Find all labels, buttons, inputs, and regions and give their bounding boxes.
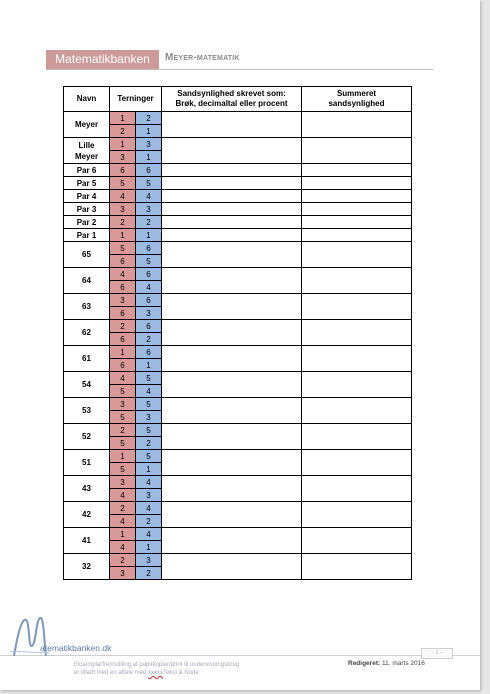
die-2-value: 6 (136, 294, 162, 307)
cumulative-probability-cell[interactable] (302, 372, 412, 398)
cumulative-probability-cell[interactable] (302, 112, 412, 138)
die-1-value: 3 (110, 151, 136, 164)
die-2-value: 3 (136, 489, 162, 502)
probability-input-cell[interactable] (162, 138, 302, 164)
probability-input-cell[interactable] (162, 320, 302, 346)
table-row (64, 229, 412, 242)
row-name (64, 268, 110, 294)
cumulative-probability-cell[interactable] (302, 177, 412, 190)
logo-text: atematikbanken.dk (40, 643, 112, 653)
cumulative-probability-cell[interactable] (302, 164, 412, 177)
probability-input-cell[interactable] (162, 242, 302, 268)
table-body (64, 112, 412, 580)
page-title: Meyer-matematik (165, 52, 240, 63)
die-2-value: 3 (136, 138, 162, 151)
probability-input-cell[interactable] (162, 216, 302, 229)
die-2-value: 2 (136, 216, 162, 229)
page-number: - 1 - (421, 648, 453, 659)
die-1-value: 5 (110, 437, 136, 450)
cumulative-probability-cell[interactable] (302, 229, 412, 242)
die-2-value: 4 (136, 502, 162, 515)
die-2-value: 3 (136, 203, 162, 216)
die-2-value: 5 (136, 424, 162, 437)
row-name (64, 164, 110, 177)
die-1-value: 2 (110, 554, 136, 567)
cumulative-probability-cell[interactable] (302, 398, 412, 424)
die-2-value: 1 (136, 359, 162, 372)
die-1-value: 4 (110, 190, 136, 203)
table-row (64, 203, 412, 216)
table-row (64, 450, 412, 463)
row-name-line: 41 (82, 536, 91, 545)
cumulative-probability-cell[interactable] (302, 320, 412, 346)
row-name-line: Par 5 (76, 178, 97, 188)
die-2-value: 2 (136, 333, 162, 346)
die-2-value: 6 (136, 346, 162, 359)
die-1-value: 6 (110, 359, 136, 372)
row-name (64, 229, 110, 242)
die-1-value: 4 (110, 489, 136, 502)
die-1-value: 2 (110, 424, 136, 437)
cumulative-probability-cell[interactable] (302, 138, 412, 164)
header-sand-line2: Brøk, decimaltal eller procent (175, 99, 288, 108)
probability-input-cell[interactable] (162, 476, 302, 502)
row-name-line: 62 (82, 328, 91, 337)
header-sandsynlighed (162, 87, 302, 112)
header-terninger: Terninger (110, 87, 162, 112)
row-name-line: 32 (82, 562, 91, 571)
probability-input-cell[interactable] (162, 502, 302, 528)
probability-input-cell[interactable] (162, 177, 302, 190)
header-sum-line1: Summeret (336, 89, 377, 98)
table-row (64, 294, 412, 307)
die-1-value: 4 (110, 268, 136, 281)
row-name-line: 51 (82, 458, 91, 467)
table-row (64, 268, 412, 281)
row-name-line: 43 (82, 484, 91, 493)
header-summeret (302, 87, 412, 112)
die-1-value: 1 (110, 528, 136, 541)
die-2-value: 2 (136, 567, 162, 580)
note-line1: Eksemplarfremstilling af papirkopier/print til undervisningsbrug (74, 662, 240, 668)
die-1-value: 5 (110, 411, 136, 424)
die-1-value: 1 (110, 346, 136, 359)
table-row (64, 164, 412, 177)
cumulative-probability-cell[interactable] (302, 203, 412, 216)
brand-label: Matematikbanken (46, 50, 159, 69)
die-1-value: 3 (110, 567, 136, 580)
row-name-line: 53 (82, 406, 91, 415)
copyright-note (74, 661, 239, 677)
die-2-value: 6 (136, 268, 162, 281)
row-name (64, 372, 110, 398)
die-1-value: 2 (110, 320, 136, 333)
die-2-value: 6 (136, 320, 162, 333)
die-1-value: 2 (110, 216, 136, 229)
die-2-value: 5 (136, 398, 162, 411)
die-2-value: 5 (136, 177, 162, 190)
table-row (64, 216, 412, 229)
die-2-value: 5 (136, 450, 162, 463)
header-navn: Navn (64, 87, 110, 112)
probability-table (63, 86, 412, 580)
row-name (64, 177, 110, 190)
table-row (64, 138, 412, 151)
probability-input-cell[interactable] (162, 190, 302, 203)
row-name-line: Meyer (74, 120, 99, 129)
probability-input-cell[interactable] (162, 164, 302, 177)
footer-divider (0, 655, 480, 656)
row-name (64, 398, 110, 424)
die-2-value: 5 (136, 255, 162, 268)
table-row (64, 528, 412, 541)
row-name-line: Par 6 (76, 165, 97, 175)
die-1-value: 3 (110, 476, 136, 489)
die-2-value: 4 (136, 385, 162, 398)
die-1-value: 3 (110, 203, 136, 216)
die-1-value: 4 (110, 541, 136, 554)
table-row (64, 346, 412, 359)
cumulative-probability-cell[interactable] (302, 528, 412, 554)
die-2-value: 1 (136, 541, 162, 554)
cumulative-probability-cell[interactable] (302, 294, 412, 320)
header-sand-line1: Sandsynlighed skrevet som: (177, 89, 286, 98)
die-1-value: 6 (110, 333, 136, 346)
row-name-line: 64 (82, 276, 91, 285)
cumulative-probability-cell[interactable] (302, 450, 412, 476)
row-name (64, 138, 110, 164)
cumulative-probability-cell[interactable] (302, 424, 412, 450)
edited-value: 11. marts 2016 (380, 660, 425, 667)
row-name-line: Par 2 (76, 217, 97, 227)
die-2-value: 4 (136, 528, 162, 541)
table-row (64, 476, 412, 489)
die-1-value: 5 (110, 463, 136, 476)
row-name (64, 320, 110, 346)
row-name-line: 54 (82, 380, 91, 389)
row-name-line: 61 (82, 354, 91, 363)
row-name (64, 502, 110, 528)
die-2-value: 1 (136, 229, 162, 242)
row-name (64, 528, 110, 554)
probability-input-cell[interactable] (162, 398, 302, 424)
table-row (64, 372, 412, 385)
probability-input-cell[interactable] (162, 229, 302, 242)
die-1-value: 3 (110, 294, 136, 307)
die-2-value: 5 (136, 372, 162, 385)
cumulative-probability-cell[interactable] (302, 476, 412, 502)
table-row (64, 242, 412, 255)
row-name (64, 203, 110, 216)
row-name-line: Lille (78, 140, 95, 150)
die-2-value: 3 (136, 554, 162, 567)
table-row (64, 424, 412, 437)
row-name (64, 554, 110, 580)
note-post: Tekst & Node (163, 670, 199, 676)
probability-input-cell[interactable] (162, 450, 302, 476)
cumulative-probability-cell[interactable] (302, 190, 412, 203)
probability-input-cell[interactable] (162, 268, 302, 294)
row-name-line: Par 1 (76, 230, 97, 240)
probability-input-cell[interactable] (162, 294, 302, 320)
row-name (64, 242, 110, 268)
cumulative-probability-cell[interactable] (302, 346, 412, 372)
matematikbanken-logo-icon (10, 612, 50, 662)
die-2-value: 1 (136, 125, 162, 138)
die-1-value: 4 (110, 515, 136, 528)
row-name-line: 63 (82, 302, 91, 311)
row-name-line: 42 (82, 510, 91, 519)
row-name-line: Meyer (74, 151, 99, 161)
die-2-value: 2 (136, 437, 162, 450)
header-divider (46, 69, 433, 70)
die-1-value: 6 (110, 164, 136, 177)
die-2-value: 1 (136, 151, 162, 164)
table-row (64, 502, 412, 515)
die-1-value: 2 (110, 502, 136, 515)
table-row (64, 177, 412, 190)
row-name-line: 65 (82, 250, 91, 259)
row-name (64, 216, 110, 229)
die-2-value: 6 (136, 242, 162, 255)
table-header-row (64, 87, 412, 112)
die-2-value: 2 (136, 112, 162, 125)
die-1-value: 3 (110, 398, 136, 411)
die-2-value: 1 (136, 463, 162, 476)
table-row (64, 112, 412, 125)
die-1-value: 6 (110, 281, 136, 294)
probability-input-cell[interactable] (162, 203, 302, 216)
die-2-value: 4 (136, 190, 162, 203)
row-name (64, 346, 110, 372)
probability-input-cell[interactable] (162, 528, 302, 554)
die-1-value: 6 (110, 307, 136, 320)
die-1-value: 1 (110, 229, 136, 242)
die-1-value: 2 (110, 125, 136, 138)
table-row (64, 398, 412, 411)
edited-label: Redigeret: (348, 660, 381, 667)
die-1-value: 1 (110, 138, 136, 151)
row-name-line: 52 (82, 432, 91, 441)
note-wavy: xxxxx (148, 670, 164, 676)
probability-input-cell[interactable] (162, 372, 302, 398)
die-1-value: 4 (110, 372, 136, 385)
row-name (64, 476, 110, 502)
row-name (64, 112, 110, 138)
die-2-value: 3 (136, 307, 162, 320)
row-name (64, 190, 110, 203)
die-2-value: 2 (136, 515, 162, 528)
die-2-value: 6 (136, 164, 162, 177)
table-row (64, 190, 412, 203)
row-name (64, 424, 110, 450)
die-2-value: 4 (136, 281, 162, 294)
note-pre: er tilladt med en aftale med (74, 670, 149, 676)
die-1-value: 1 (110, 450, 136, 463)
row-name (64, 294, 110, 320)
row-name (64, 450, 110, 476)
die-1-value: 5 (110, 177, 136, 190)
table-row (64, 320, 412, 333)
die-1-value: 5 (110, 242, 136, 255)
cumulative-probability-cell[interactable] (302, 502, 412, 528)
table-row (64, 554, 412, 567)
cumulative-probability-cell[interactable] (302, 554, 412, 580)
edited-date (348, 660, 425, 667)
cumulative-probability-cell[interactable] (302, 216, 412, 229)
die-1-value: 6 (110, 255, 136, 268)
probability-input-cell[interactable] (162, 346, 302, 372)
cumulative-probability-cell[interactable] (302, 242, 412, 268)
row-name-line: Par 3 (76, 204, 97, 214)
die-2-value: 4 (136, 476, 162, 489)
die-1-value: 5 (110, 385, 136, 398)
cumulative-probability-cell[interactable] (302, 268, 412, 294)
probability-input-cell[interactable] (162, 112, 302, 138)
die-1-value: 1 (110, 112, 136, 125)
row-name-line: Par 4 (76, 191, 97, 201)
die-2-value: 3 (136, 411, 162, 424)
header-sum-line2: sandsynlighed (328, 99, 385, 108)
probability-input-cell[interactable] (162, 554, 302, 580)
probability-input-cell[interactable] (162, 424, 302, 450)
